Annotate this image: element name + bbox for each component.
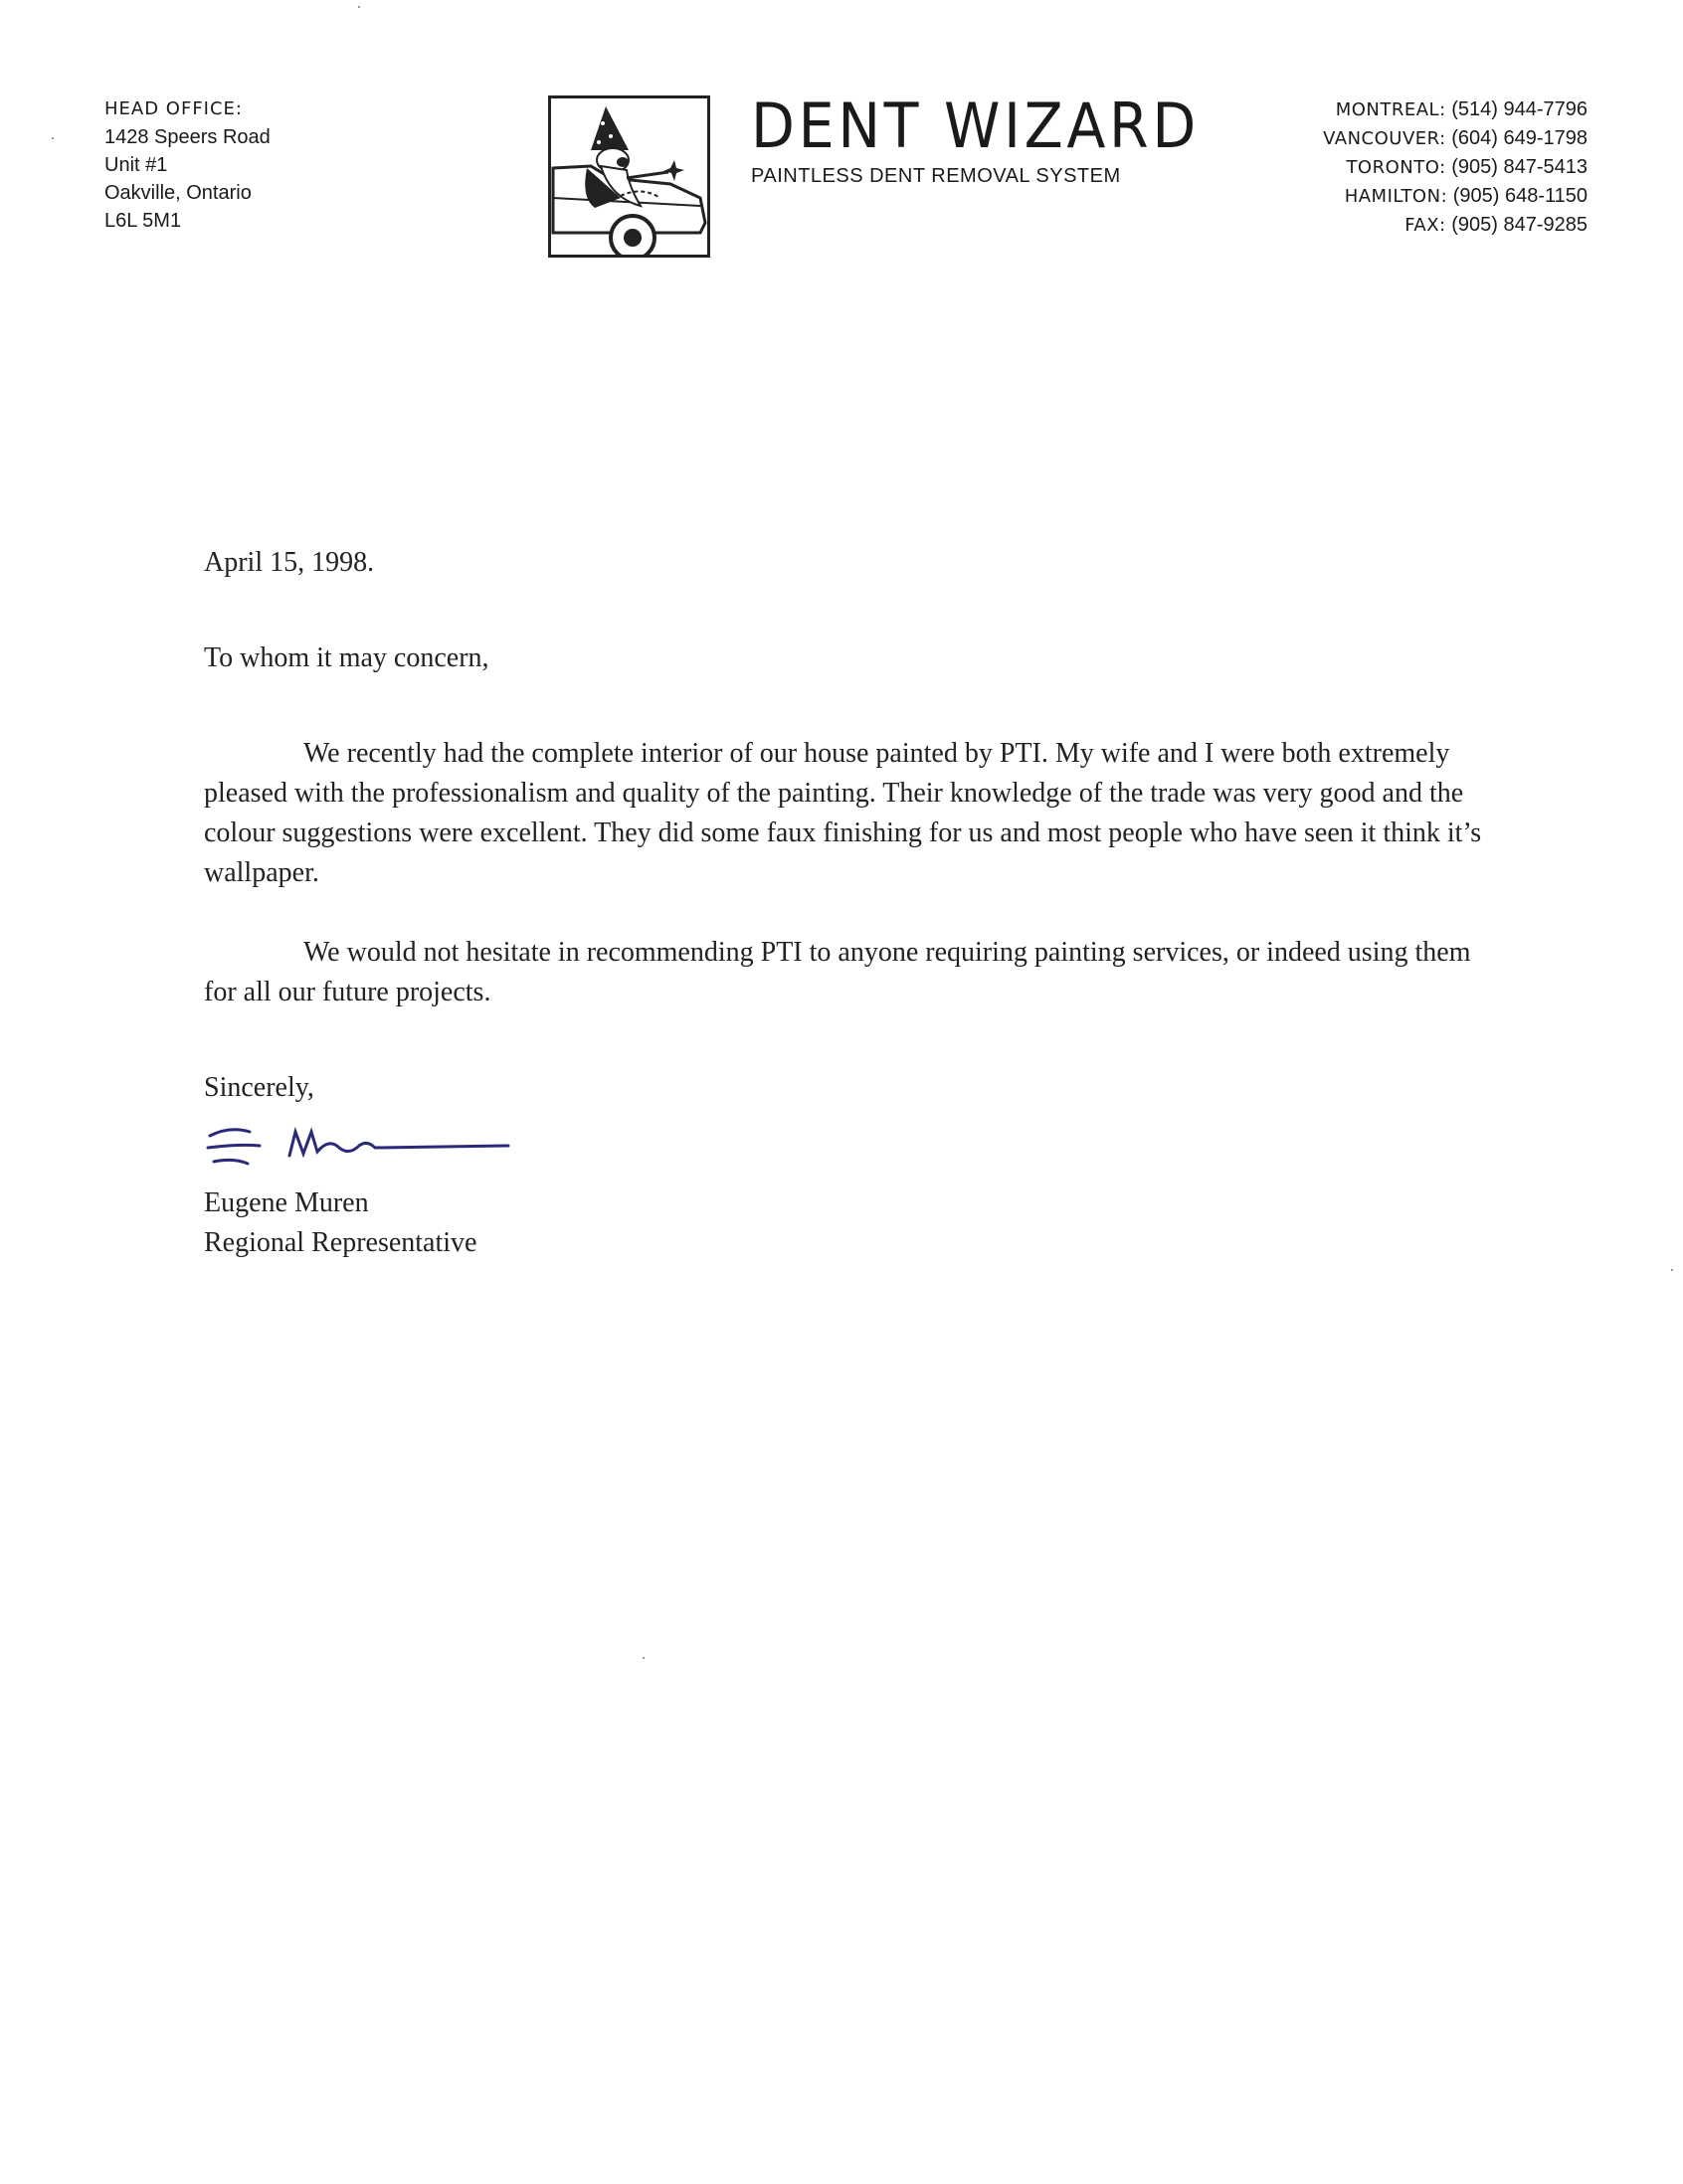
office-line: [1323, 211, 1588, 240]
office-label: TORONTO:: [1346, 157, 1446, 178]
signer-name: Eugene Muren: [204, 1187, 369, 1218]
address-line: Unit #1: [104, 154, 168, 176]
closing: Sincerely,: [204, 1072, 314, 1103]
office-label: FAX:: [1404, 215, 1446, 236]
signer-title: Regional Representative: [204, 1227, 477, 1258]
wizard-on-car-icon: [548, 95, 710, 258]
brand-name: DENT WIZARD: [751, 90, 1200, 162]
letter-date: April 15, 1998.: [204, 547, 375, 578]
office-line: [1323, 95, 1588, 124]
scan-speck: [52, 137, 54, 139]
office-line: [1323, 153, 1588, 182]
address-line: L6L 5M1: [104, 210, 182, 232]
office-phone: (514) 944-7796: [1451, 98, 1588, 120]
office-phone: (905) 847-9285: [1451, 214, 1588, 236]
office-phone: (905) 648-1150: [1452, 185, 1588, 207]
brand-block: [751, 91, 1238, 188]
office-phone: (905) 847-5413: [1451, 156, 1588, 178]
office-label: VANCOUVER:: [1323, 128, 1446, 149]
office-line: [1323, 182, 1588, 211]
handwritten-signature: [200, 1118, 518, 1178]
scan-speck: [643, 1657, 645, 1659]
paragraph: We would not hesitate in recommending PTI to anyone requiring painting services, or indeed using them for all our future projects.: [204, 937, 1471, 1007]
office-label: MONTREAL:: [1335, 99, 1446, 120]
brand-tagline: PAINTLESS DENT REMOVAL SYSTEM: [751, 165, 1121, 187]
address-line: Oakville, Ontario: [104, 182, 252, 204]
address-line: 1428 Speers Road: [104, 126, 271, 148]
letter-body: [204, 543, 1507, 1263]
scan-speck: [358, 6, 360, 8]
head-office-label: HEAD OFFICE:: [104, 98, 243, 119]
salutation: To whom it may concern,: [204, 642, 489, 673]
office-label: HAMILTON:: [1344, 186, 1448, 207]
paragraph: We recently had the complete interior of our house painted by PTI. My wife and I were both extremely pleased with the professionalism and quality of the painting. Their knowledge of the trade was very good and the colour suggestions were excellent. They did some faux finishing for us and most people who have seen it think it’s wallpaper.: [204, 738, 1482, 888]
head-office-address: [104, 95, 271, 235]
office-phone: (604) 649-1798: [1451, 127, 1588, 149]
office-line: [1323, 124, 1588, 153]
scan-speck: [1671, 1269, 1673, 1271]
office-phone-list: [1323, 95, 1588, 240]
